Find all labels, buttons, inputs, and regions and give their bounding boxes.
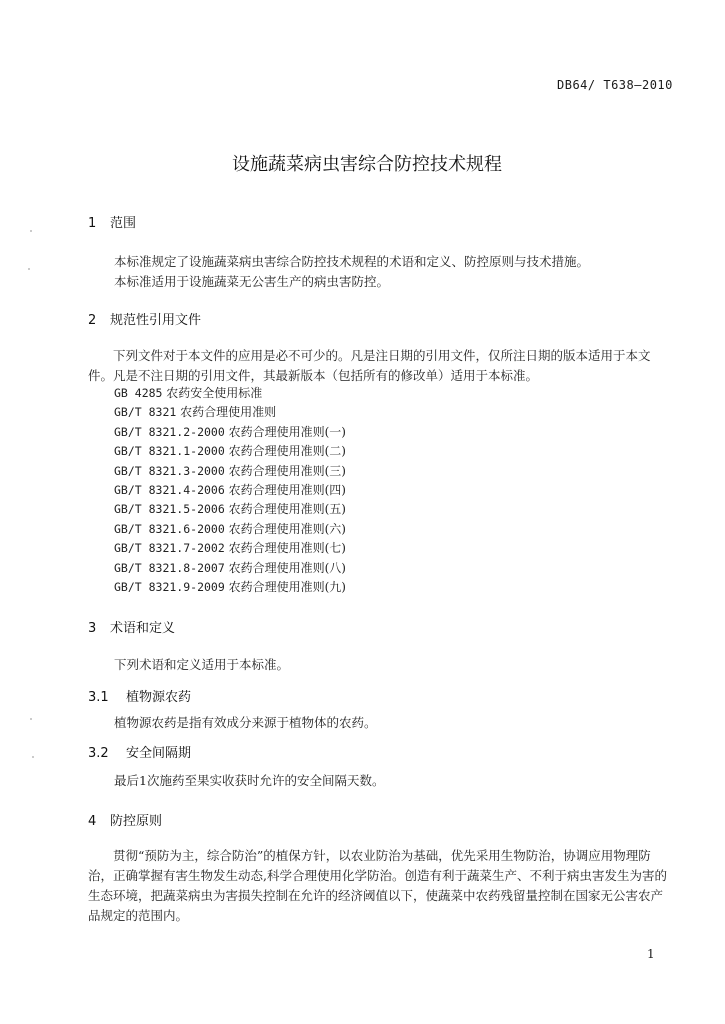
scan-speck: [28, 268, 30, 270]
list-item: GB/T 8321 农药合理使用准则: [114, 405, 277, 420]
document-code: DB64/ T638—2010: [557, 78, 673, 92]
subsection-number: 3.2: [88, 746, 109, 761]
subsection-number: 3.1: [88, 690, 109, 705]
scan-speck: [32, 756, 34, 758]
list-item: GB/T 8321.6-2000 农药合理使用准则(六): [114, 521, 346, 536]
section-title: 规范性引用文件: [110, 313, 202, 328]
section-number: 3: [88, 621, 97, 636]
list-item: GB/T 8321.3-2000 农药合理使用准则(三): [114, 463, 346, 478]
section-1-heading: [88, 212, 136, 231]
subsection-title: 安全间隔期: [126, 746, 192, 761]
reference-list: [114, 384, 346, 597]
list-item: GB/T 8321.1-2000 农药合理使用准则(二): [114, 444, 346, 459]
subsection-3-1-text: 植物源农药是指有效成分来源于植物体的农药。: [114, 715, 377, 730]
section-4-heading: [88, 810, 162, 829]
subsection-title: 植物源农药: [126, 690, 192, 705]
paragraph-line: 本标准适用于设施蔬菜无公害生产的病虫害防控。: [114, 274, 390, 289]
scan-speck: [30, 230, 32, 232]
section-3-heading: [88, 617, 175, 636]
subsection-3-2-text: 最后1次施药至果实收获时允许的安全间隔天数。: [114, 773, 385, 788]
section-number: 2: [88, 313, 97, 328]
list-item: GB/T 8321.8-2007 农药合理使用准则(八): [114, 560, 346, 575]
section-title: 术语和定义: [110, 621, 176, 636]
section-number: 4: [88, 814, 97, 829]
section-number: 1: [88, 216, 97, 231]
section-title: 防控原则: [110, 814, 163, 829]
section-4-text: 贯彻“预防为主，综合防治”的植保方针，以农业防治为基础，优先采用生物防治，协调应用物理防治，正确掌握有害生物发生动态,科学合理使用化学防治。创造有利于蔬菜生产、不利于病虫害发生为害的生态环境，把蔬菜病虫为害损失控制在允许的经济阈值以下，使蔬菜中农药残留量控制在国家无公害农产品规定的范围内。: [88, 848, 667, 923]
section-2-heading: [88, 309, 201, 328]
scan-speck: [30, 718, 32, 720]
page-title: 设施蔬菜病虫害综合防控技术规程: [232, 154, 502, 175]
page-number: 1: [647, 947, 655, 961]
list-item: GB/T 8321.9-2009 农药合理使用准则(九): [114, 579, 346, 594]
section-title: 范围: [110, 216, 137, 231]
list-item: GB/T 8321.4-2006 农药合理使用准则(四): [114, 482, 346, 497]
subsection-3-2-heading: [88, 742, 191, 761]
section-3-intro: 下列术语和定义适用于本标准。: [114, 657, 290, 672]
list-item: GB 4285 农药安全使用标准: [114, 386, 263, 400]
paragraph-line: 本标准规定了设施蔬菜病虫害综合防控技术规程的术语和定义、防控原则与技术措施。: [114, 254, 590, 269]
list-item: GB/T 8321.2-2000 农药合理使用准则(一): [114, 424, 346, 439]
list-item: GB/T 8321.7-2002 农药合理使用准则(七): [114, 541, 346, 556]
section-2-intro: 下列文件对于本文件的应用是必不可少的。凡是注日期的引用文件，仅所注日期的版本适用于本文件。凡是不注日期的引用文件，其最新版本（包括所有的修改单）适用于本标准。: [88, 348, 651, 383]
list-item: GB/T 8321.5-2006 农药合理使用准则(五): [114, 502, 346, 517]
subsection-3-1-heading: [88, 686, 191, 705]
